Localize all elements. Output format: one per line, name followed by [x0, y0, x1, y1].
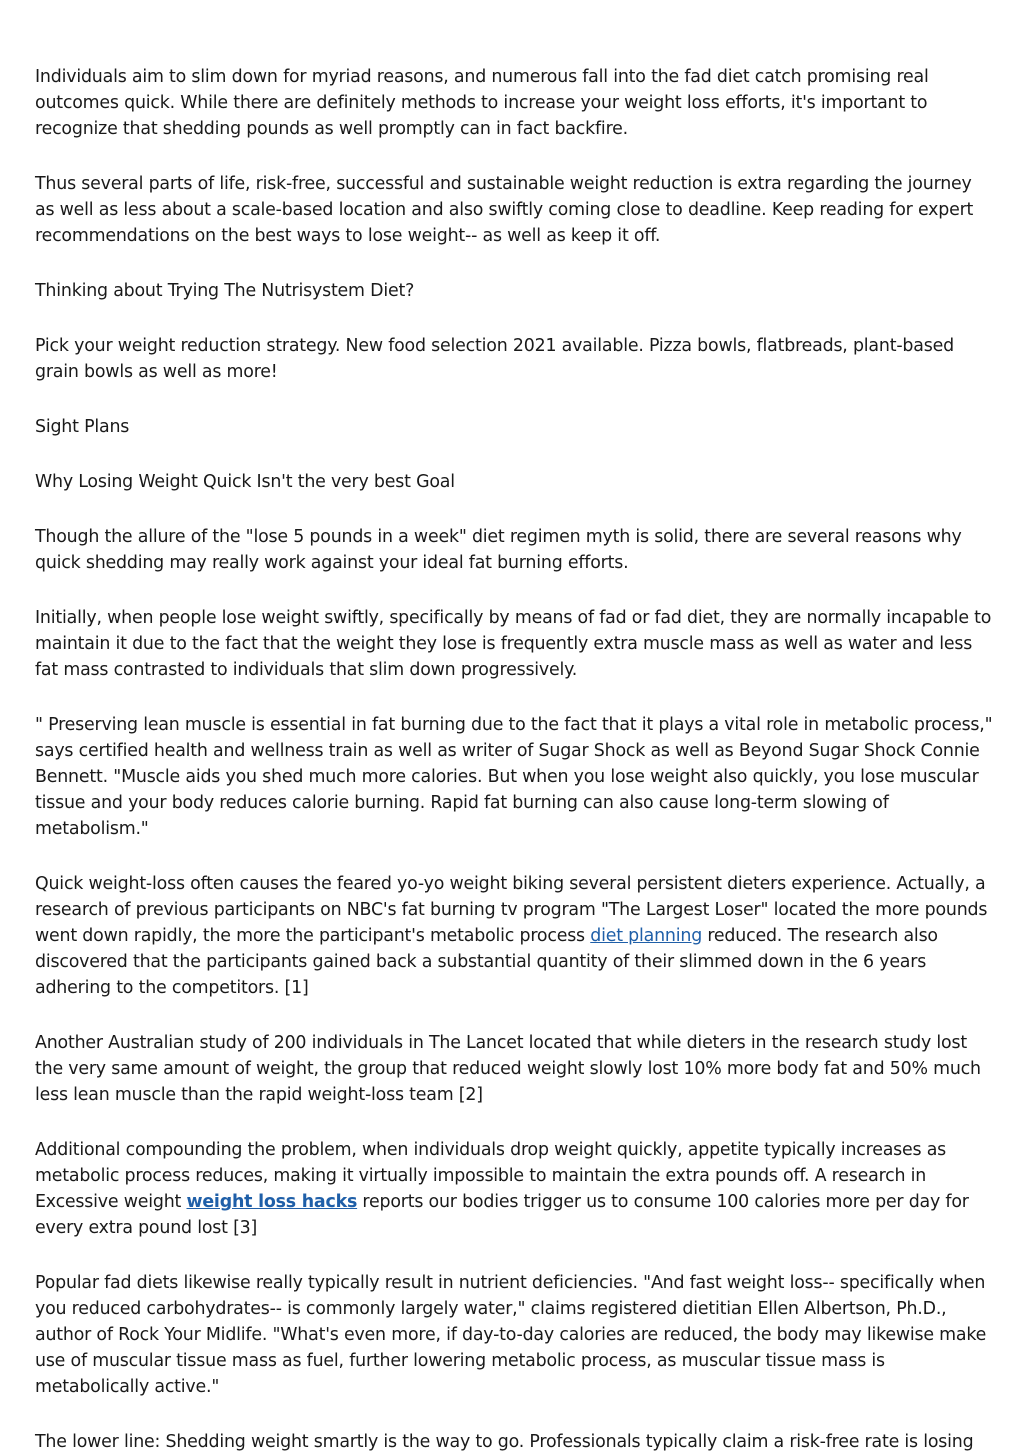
paragraph-why-heading: Why Losing Weight Quick Isn't the very best Goal	[35, 472, 455, 492]
paragraph-yo-yo-after: reduced. The research also discovered that the participants gained back a substantial quantity of their slimmed down in the 6 years adhering to the competitors. [1]	[35, 926, 938, 998]
weight-loss-hacks-link[interactable]: weight loss hacks	[186, 1192, 358, 1212]
paragraph-initially: Initially, when people lose weight swiftly, specifically by means of fad or fad diet, they are normally incapable to maintain it due to the fact that the weight they lose is frequently extra muscle mass as well as water and less fat mass contrasted to individuals that slim down progressively.	[35, 608, 992, 680]
paragraph-australian-study: Another Australian study of 200 individuals in The Lancet located that while dieters in the research study lost the very same amount of weight, the group that reduced weight slowly lost 10% more body fat and 50% much less lean muscle than the rapid weight-loss team [2]	[35, 1033, 981, 1105]
paragraph-nutrisystem-heading: Thinking about Trying The Nutrisystem Diet?	[35, 281, 415, 301]
paragraph-sight-plans: Sight Plans	[35, 417, 130, 437]
paragraph-lean-muscle-quote: " Preserving lean muscle is essential in fat burning due to the fact that it plays a vital role in metabolic process," says certified health and wellness train as well as writer of Sugar Shock as well as Beyond Sugar Shock Connie Bennett. "Muscle aids you shed much more calories. But when you lose weight also quickly, you lose muscular tissue and your body reduces calorie burning. Rapid fat burning can also cause long-term slowing of metabolism."	[35, 715, 993, 839]
paragraph-lose-5-pounds: Though the allure of the "lose 5 pounds in a week" diet regimen myth is solid, there are several reasons why quick shedding may really work against your ideal fat burning efforts.	[35, 527, 962, 573]
paragraph-compounding-after: reports our bodies trigger us to consume 100 calories more per day for every extra pound lost [3]	[35, 1192, 969, 1238]
document-body	[35, 64, 995, 1455]
paragraph-yo-yo	[35, 871, 995, 1001]
paragraph-compounding-before: Additional compounding the problem, when individuals drop weight quickly, appetite typically increases as metabolic process reduces, making it virtually impossible to maintain the extra pounds off. A research in Excessive weight	[35, 1140, 947, 1212]
paragraph-compounding	[35, 1137, 995, 1241]
paragraph-lower-line: The lower line: Shedding weight smartly is the way to go. Professionals typically claim a risk-free rate is losing	[35, 1432, 974, 1452]
paragraph-nutrient-deficiencies: Popular fad diets likewise really typically result in nutrient deficiencies. "And fast weight loss-- specifically when you reduced carbohydrates-- is commonly largely water," claims registered dietitian Ellen Albertson, Ph.D., author of Rock Your Midlife. "What's even more, if day-to-day calories are reduced, the body may likewise make use of muscular tissue mass as fuel, further lowering metabolic process, as muscular tissue mass is metabolically active."	[35, 1273, 987, 1397]
paragraph-intro: Individuals aim to slim down for myriad reasons, and numerous fall into the fad diet catch promising real outcomes quick. While there are definitely methods to increase your weight loss efforts, it's important to recognize that shedding pounds as well promptly can in fact backfire.	[35, 67, 929, 139]
diet-planning-link[interactable]: diet planning	[590, 926, 703, 946]
paragraph-journey: Thus several parts of life, risk-free, successful and sustainable weight reduction is extra regarding the journey as well as less about a scale-based location and also swiftly coming close to deadline. Keep reading for expert recommendations on the best ways to lose weight-- as well as keep it off.	[35, 174, 974, 246]
paragraph-yo-yo-before: Quick weight-loss often causes the feared yo-yo weight biking several persistent dieters experience. Actually, a research of previous participants on NBC's fat burning tv program "The Largest Loser" located the more pounds went down rapidly, the more the participant's metabolic process	[35, 874, 988, 946]
paragraph-weight-strategy: Pick your weight reduction strategy. New food selection 2021 available. Pizza bowls, flatbreads, plant-based grain bowls as well as more!	[35, 336, 954, 382]
